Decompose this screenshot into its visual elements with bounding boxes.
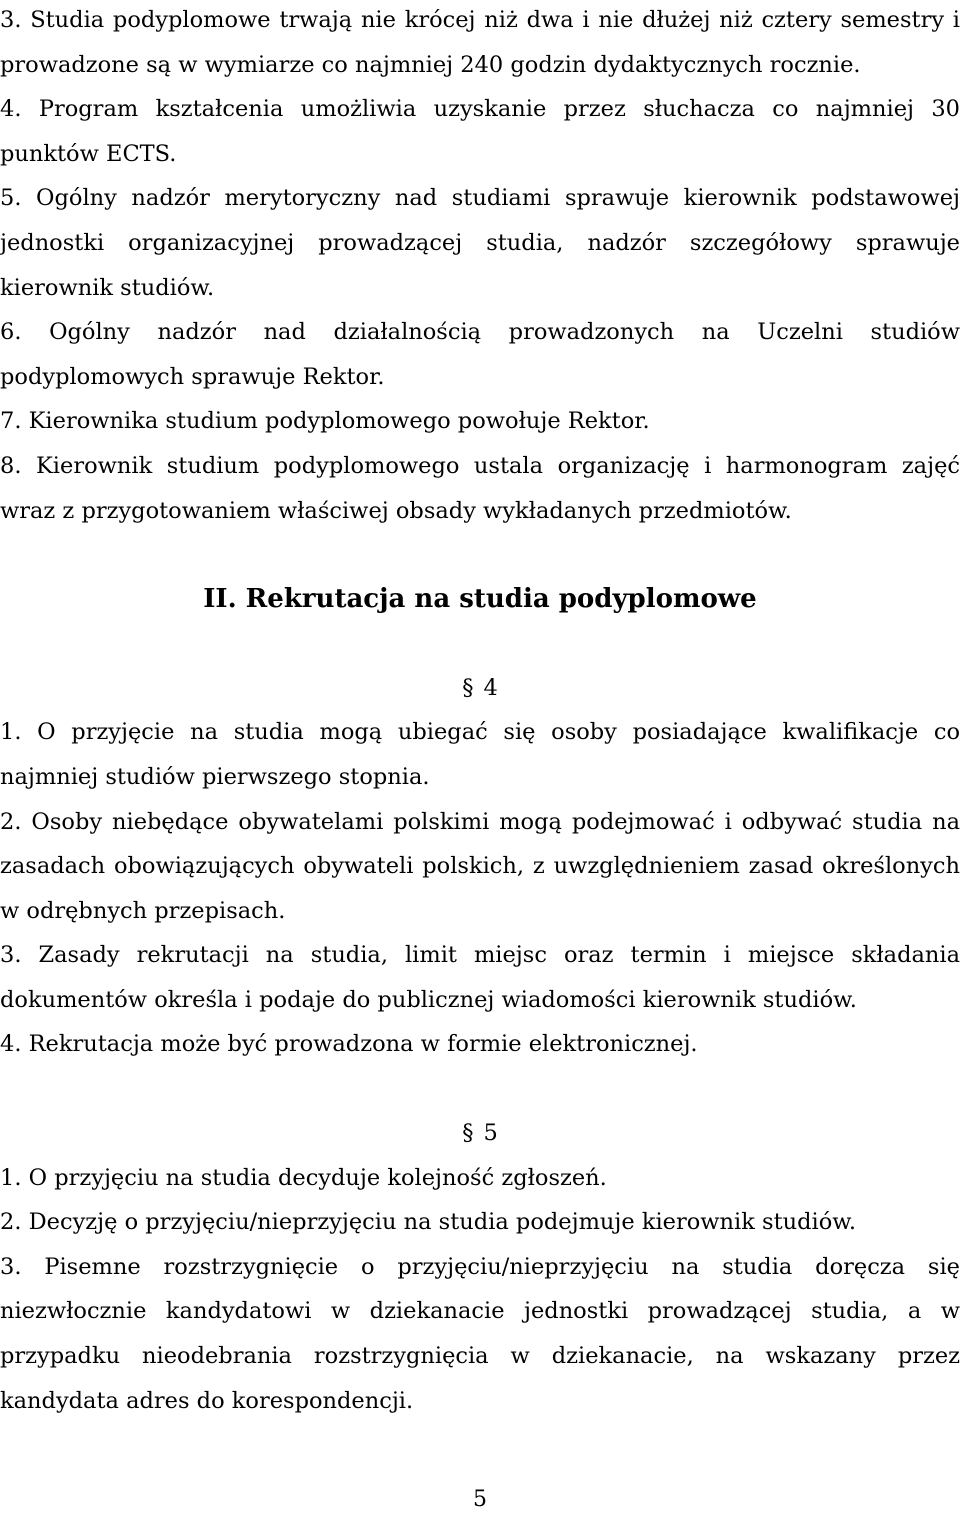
s4-paragraph-2: 2. Osoby niebędące obywatelami polskimi mogą podejmować i odbywać studia na zasadach obowiązujących obywateli polskich, z uwzględnieniem zasad określonych w odrębnych przepisach. (0, 808, 960, 924)
section-symbol: § (462, 674, 474, 701)
s4-paragraph-3: 3. Zasady rekrutacji na studia, limit miejsc oraz termin i miejsce składania dokumentów określa i podaje do publicznej wiadomości kierownik studiów. (0, 942, 960, 1013)
paragraph-3: 3. Studia podyplomowe trwają nie krócej niż dwa i nie dłużej niż cztery semestry i prowadzone są w wymiarze co najmniej 240 godzin dydaktycznych rocznie. (0, 7, 960, 78)
paragraph-7: 7. Kierownika studium podyplomowego powołuje Rektor. (0, 408, 650, 435)
section-heading: II. Rekrutacja na studia podyplomowe (203, 584, 757, 615)
section-number: 5 (483, 1120, 498, 1147)
spacer (0, 533, 960, 577)
s5-paragraph-2: 2. Decyzję o przyjęciu/nieprzyjęciu na studia podejmuje kierownik studiów. (0, 1209, 856, 1236)
section-4-marker (0, 666, 960, 711)
s5-paragraph-3: 3. Pisemne rozstrzygnięcie o przyjęciu/nieprzyjęciu na studia doręcza się niezwłocznie kandydatowi w dziekanacie jednostki prowadzącej studia, a w przypadku nieodebrania rozstrzygnięcia w dziekanacie, na wskazany przez kandydata adres do korespondencji. (0, 1253, 960, 1414)
spacer (0, 622, 960, 666)
s5-paragraph-1: 1. O przyjęciu na studia decyduje kolejność zgłoszeń. (0, 1164, 607, 1191)
section-symbol: § (462, 1120, 474, 1147)
page-number: 5 (473, 1487, 487, 1512)
s4-paragraph-1: 1. O przyjęcie na studia mogą ubiegać się osoby posiadające kwalifikacje co najmniej studiów pierwszego stopnia. (0, 719, 960, 790)
s4-paragraph-4: 4. Rekrutacja może być prowadzona w formie elektronicznej. (0, 1031, 698, 1058)
section-number: 4 (483, 674, 498, 701)
paragraph-4: 4. Program kształcenia umożliwia uzyskanie przez słuchacza co najmniej 30 punktów ECTS. (0, 96, 960, 167)
section-5-marker (0, 1111, 960, 1156)
paragraph-5: 5. Ogólny nadzór merytoryczny nad studiami sprawuje kierownik podstawowej jednostki organizacyjnej prowadzącej studia, nadzór szczegółowy sprawuje kierownik studiów. (0, 185, 960, 301)
paragraph-6: 6. Ogólny nadzór nad działalnością prowadzonych na Uczelni studiów podyplomowych sprawuje Rektor. (0, 319, 960, 390)
spacer (0, 1067, 960, 1111)
paragraph-8: 8. Kierownik studium podyplomowego ustala organizację i harmonogram zajęć wraz z przygotowaniem właściwej obsady wykładanych przedmiotów. (0, 452, 960, 524)
